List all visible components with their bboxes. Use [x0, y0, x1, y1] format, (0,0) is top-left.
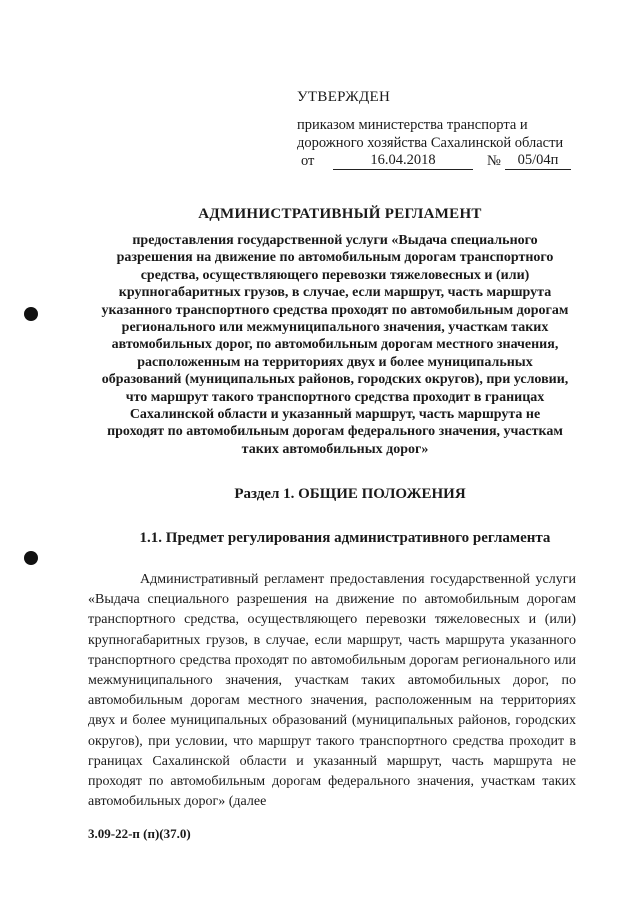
punch-hole-bottom — [24, 551, 38, 565]
approval-order-line-2: дорожного хозяйства Сахалинской области — [297, 135, 564, 151]
approval-order-line-1: приказом министерства транспорта и — [297, 117, 528, 133]
order-date-number-line — [297, 152, 597, 170]
approval-title: УТВЕРЖДЕН — [297, 89, 391, 105]
punch-hole-top — [24, 307, 38, 321]
order-number: 05/04п — [505, 152, 571, 170]
order-number-sign: № — [487, 153, 501, 169]
body-paragraph: Административный регламент предоставления государственной услуги «Выдача специального разрешения на движение по автомобильным дорогам транспортного средства, осуществляющего перевозки тяжеловесных и (или) крупногабаритных грузов, в случае, если маршрут, часть маршрута указанного транспортного средства проходят по автомобильным дорогам регионального или межмуниципального значения, участкам таких автомобильных дорог, по автомобильным дорогам местного значения, расположенным на территориях двух и более муниципальных образований (муниципальных районов, городских округов), при условии, что маршрут такого транспортного средства проходит в границах Сахалинской области и указанный маршрут, часть маршрута не проходят по автомобильным дорогам федерального значения, участкам таких автомобильных дорог» (далее — [88, 572, 576, 810]
document-subtitle: предоставления государственной услуги «Выдача специального разрешения на движение по автомобильным дорогам транспортного средства, осуществляющего перевозки тяжеловесных и (или) крупногабаритных грузов, в случае, если маршрут, часть маршрута указанного транспортного средства проходят по автомобильным дорогам регионального или межмуниципального значения, участкам таких автомобильных дорог, по автомобильным дорогам местного значения, расположенным на территориях двух и более муниципальных образований (муниципальных районов, городских округов), при условии, что маршрут такого транспортного средства проходит в границах Сахалинской области и указанный маршрут, часть маршрута не проходят по автомобильным дорогам федерального значения, участкам таких автомобильных дорог» — [101, 233, 569, 457]
section-heading: Раздел 1. ОБЩИЕ ПОЛОЖЕНИЯ — [234, 486, 466, 502]
footer-code: 3.09-22-п (п)(37.0) — [88, 826, 191, 841]
subsection-heading: 1.1. Предмет регулирования административного регламента — [139, 530, 551, 546]
order-from-label: от — [301, 153, 315, 169]
approval-block — [297, 88, 597, 170]
order-date: 16.04.2018 — [333, 152, 473, 170]
document-title: АДМИНИСТРАТИВНЫЙ РЕГЛАМЕНТ — [198, 206, 482, 222]
